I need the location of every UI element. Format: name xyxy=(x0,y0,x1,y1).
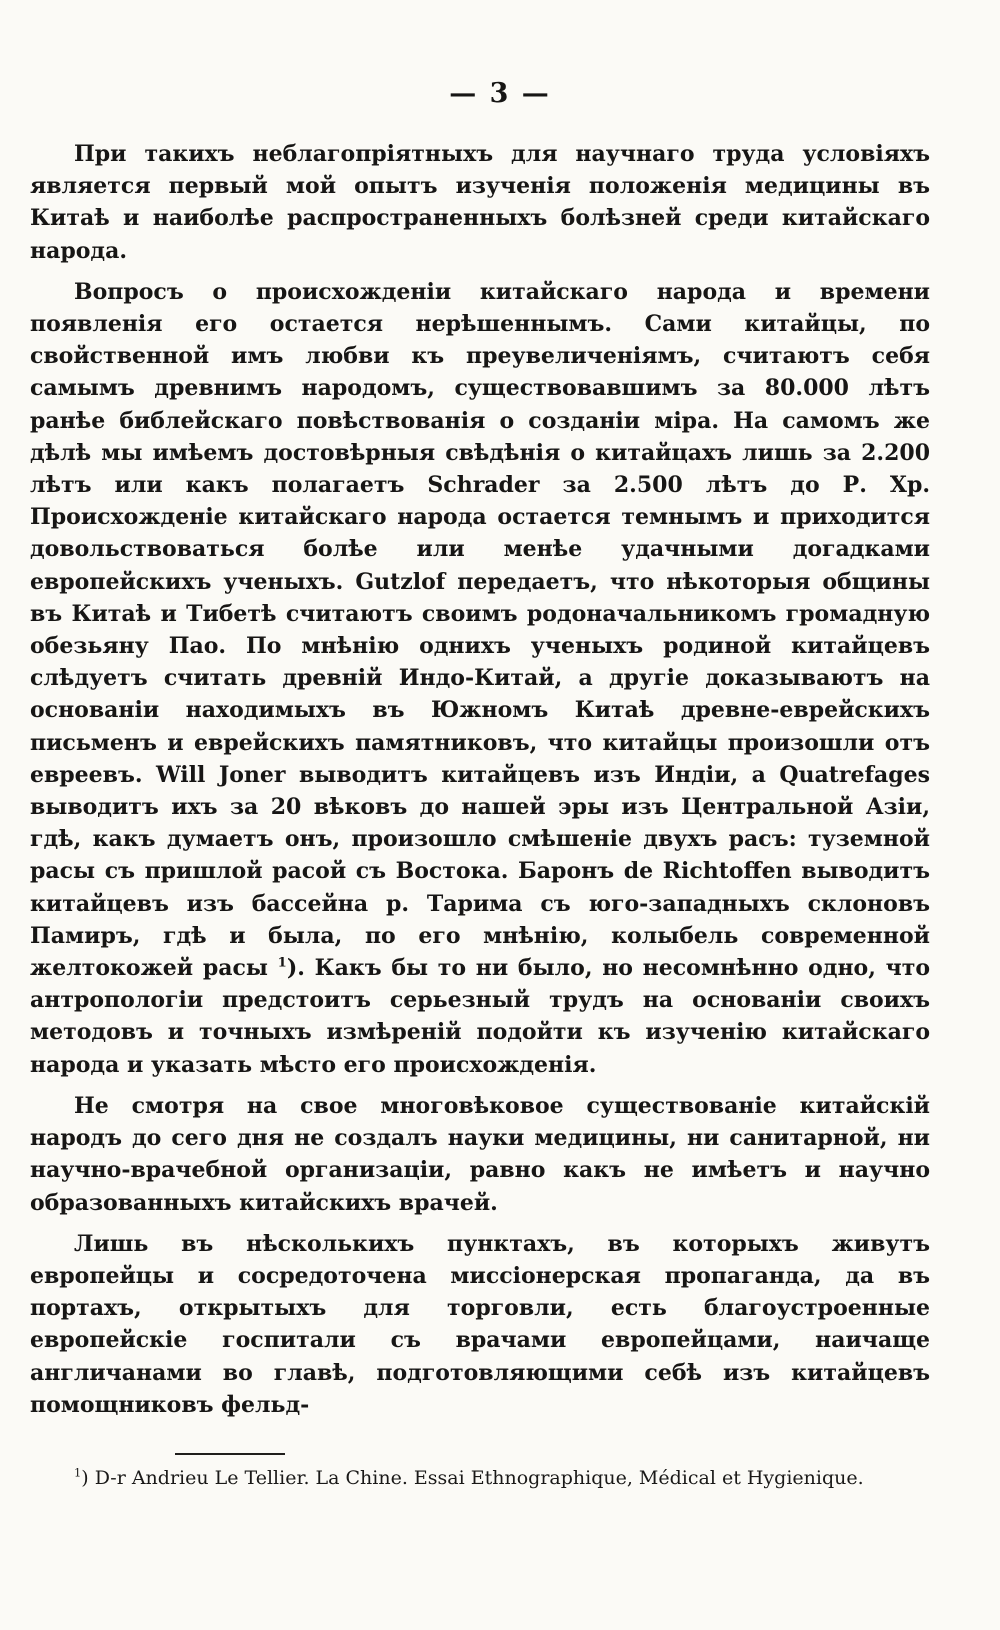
paragraph-1: При такихъ неблагопріятныхъ для научнаго труда условіяхъ является первый мой опытъ изученія положенія медицины въ Китаѣ и наиболѣе распространенныхъ болѣзней среди китайскаго народа. xyxy=(30,141,930,264)
footnote-divider xyxy=(175,1453,285,1455)
paragraph-2-continuation: ). Какъ бы то ни было, но несомнѣнно одно, что антропологіи предстоитъ серьезный трудъ на основаніи своихъ методовъ и точныхъ измѣреній подойти къ изученію китайскаго народа и указать мѣсто его происхожденія. xyxy=(30,955,930,1078)
footnote-text: D-r Andrieu Le Tellier. La Chine. Essai Ethnographique, Médical et Hygienique. xyxy=(94,1467,864,1489)
paragraph-4: Лишь въ нѣсколькихъ пунктахъ, въ которыхъ живутъ европейцы и сосредоточена миссіонерская пропаганда, да въ портахъ, открытыхъ для торговли, есть благоустроенные европейскіе госпитали съ врачами европейцами, наичаще англичанами во главѣ, подготовляющими себѣ изъ китайцевъ помощниковъ фельд- xyxy=(30,1230,930,1418)
paragraph-2-text: Вопросъ о происхожденіи китайскаго народа и времени появленія его остается нерѣшеннымъ. Сами китайцы, по свойственной имъ любви къ преувеличеніямъ, считаютъ себя самымъ древнимъ народомъ, существовавшимъ за 80.000 лѣтъ ранѣе библейскаго повѣствованія о созданіи міра. На самомъ же дѣлѣ мы имѣемъ достовѣрныя свѣдѣнія о китайцахъ лишь за 2.200 лѣтъ или какъ полагаетъ Schrader за 2.500 лѣтъ до Р. Хр. Происхожденіе китайскаго народа остается темнымъ и приходится довольствоваться болѣе или менѣе удачными догадками европейскихъ ученыхъ. Gutzlof передаетъ, что нѣкоторыя общины въ Китаѣ и Тибетѣ считаютъ своимъ родоначальникомъ громадную обезьяну Пао. По мнѣнію однихъ ученыхъ родиной китайцевъ слѣдуетъ считать древній Индо-Китай, а другіе доказываютъ на основаніи находимыхъ въ Южномъ Китаѣ древне-еврейскихъ письменъ и еврейскихъ памятниковъ, что китайцы произошли отъ евреевъ. Will Joner выводитъ китайцевъ изъ Индіи, а Quatrefages выводитъ ихъ за 20 вѣковъ до нашей эры изъ Центральной Азіи, гдѣ, какъ думаетъ онъ, произошло смѣшеніе двухъ расъ: туземной расы съ пришлой расой съ Востока. Баронъ de Richtoffen выводитъ китайцевъ изъ бассейна р. Тарима съ юго-западныхъ склоновъ Памиръ, гдѣ и была, по его мнѣнію, колыбель современной желтокожей расы xyxy=(30,278,930,982)
footnote xyxy=(30,1462,930,1494)
footnote-marker: 1 xyxy=(74,1465,82,1480)
page-number: — 3 — xyxy=(449,78,551,109)
footnote-reference: 1 xyxy=(277,955,287,971)
footnote-marker-suffix: ) xyxy=(81,1467,95,1489)
paragraph-2 xyxy=(30,276,930,1081)
paragraph-3: Не смотря на свое многовѣковое существованіе китайскій народъ до сего дня не создалъ науки медицины, ни санитарной, ни научно-врачебной организаціи, равно какъ не имѣетъ и научно образованныхъ китайскихъ врачей. xyxy=(30,1092,930,1216)
body-text xyxy=(30,138,930,1430)
